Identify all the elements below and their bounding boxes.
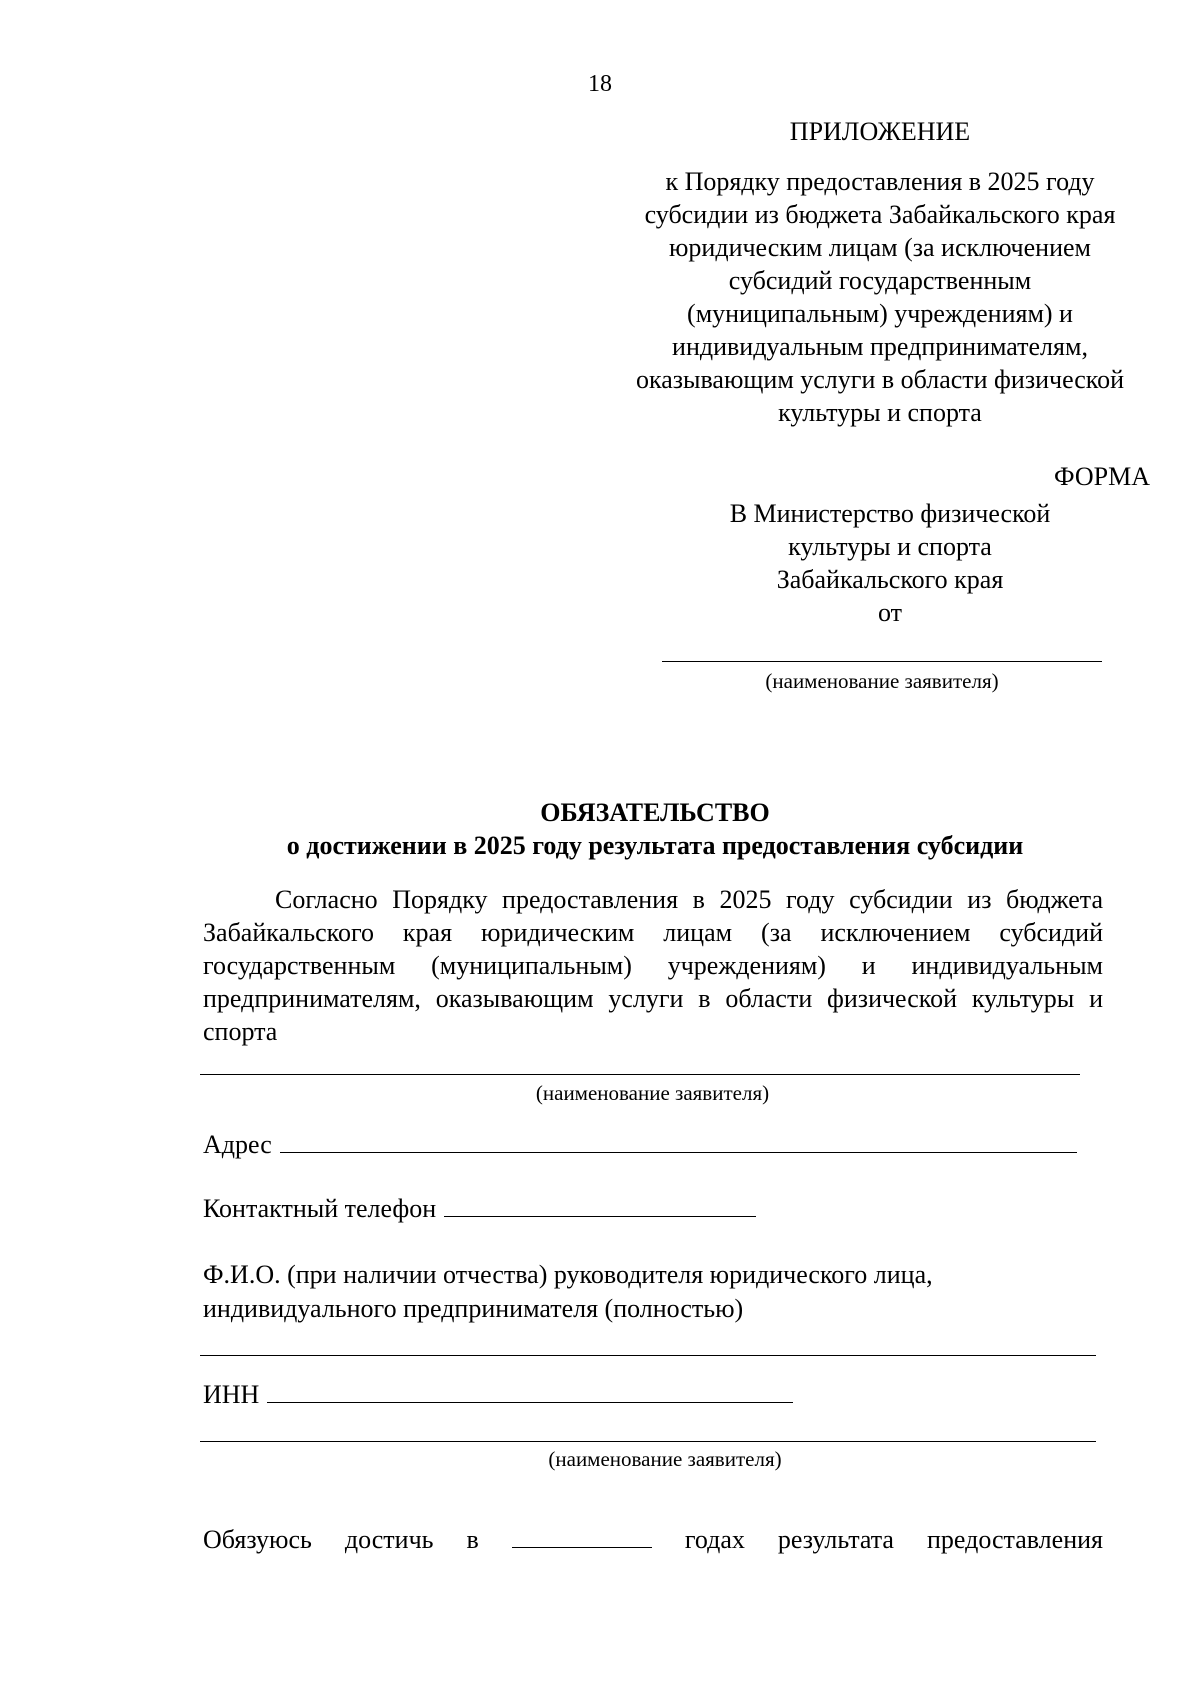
inn-field[interactable] bbox=[267, 1378, 793, 1403]
head-label-line1: Ф.И.О. (при наличии отчества) руководителя юридического лица, bbox=[203, 1260, 933, 1289]
phone-row bbox=[203, 1192, 756, 1225]
appendix-title: ПРИЛОЖЕНИЕ bbox=[789, 117, 971, 146]
page-number: 18 bbox=[588, 71, 612, 97]
intro-paragraph: Согласно Порядку предоставления в 2025 году субсидии из бюджета Забайкальского края юридическим лицам (за исключением субсидий государственным (муниципальным) учреждениям) и индивидуальным предпринимателям, оказывающим услуги в области физической культуры и спорта bbox=[203, 885, 1103, 1046]
commitment-word-3: в bbox=[466, 1525, 479, 1554]
applicant-name-line-header[interactable] bbox=[662, 661, 1102, 662]
address-field[interactable] bbox=[280, 1128, 1077, 1153]
commitment-line bbox=[203, 1523, 1103, 1556]
address-row bbox=[203, 1128, 1077, 1161]
inn-row bbox=[203, 1378, 793, 1411]
applicant-caption: (наименование заявителя) bbox=[535, 1081, 770, 1105]
commitment-word-4: годах bbox=[684, 1525, 745, 1554]
applicant-name-line[interactable] bbox=[200, 1074, 1080, 1075]
applicant-caption-header: (наименование заявителя) bbox=[765, 669, 999, 693]
address-label: Адрес bbox=[203, 1130, 272, 1159]
phone-label: Контактный телефон bbox=[203, 1194, 437, 1223]
head-label-line2: индивидуального предпринимателя (полностью) bbox=[203, 1294, 744, 1323]
phone-field[interactable] bbox=[444, 1192, 756, 1217]
form-label: ФОРМА bbox=[1054, 462, 1150, 491]
applicant-name-line-2[interactable] bbox=[200, 1441, 1096, 1442]
document-subtitle: о достижении в 2025 году результата предоставления субсидии bbox=[286, 831, 1024, 860]
commitment-word-1: Обязуюсь bbox=[203, 1525, 312, 1554]
head-name-field[interactable] bbox=[200, 1355, 1096, 1356]
commitment-word-2: достичь bbox=[344, 1525, 434, 1554]
recipient-block: В Министерство физической культуры и спорта Забайкальского края от bbox=[729, 499, 1051, 627]
document-title: ОБЯЗАТЕЛЬСТВО bbox=[540, 798, 770, 827]
commitment-word-6: предоставления bbox=[927, 1525, 1103, 1554]
years-field[interactable] bbox=[512, 1523, 652, 1548]
commitment-word-5: результата bbox=[777, 1525, 894, 1554]
applicant-caption-2: (наименование заявителя) bbox=[548, 1447, 782, 1471]
inn-label: ИНН bbox=[203, 1380, 260, 1409]
appendix-text: к Порядку предоставления в 2025 году субсидии из бюджета Забайкальского края юридическим лицам (за исключением субсидий государственным (муниципальным) учреждениям) и индивидуальным предпринимателям, оказывающим услуги в области физической культуры и спорта bbox=[635, 167, 1125, 427]
